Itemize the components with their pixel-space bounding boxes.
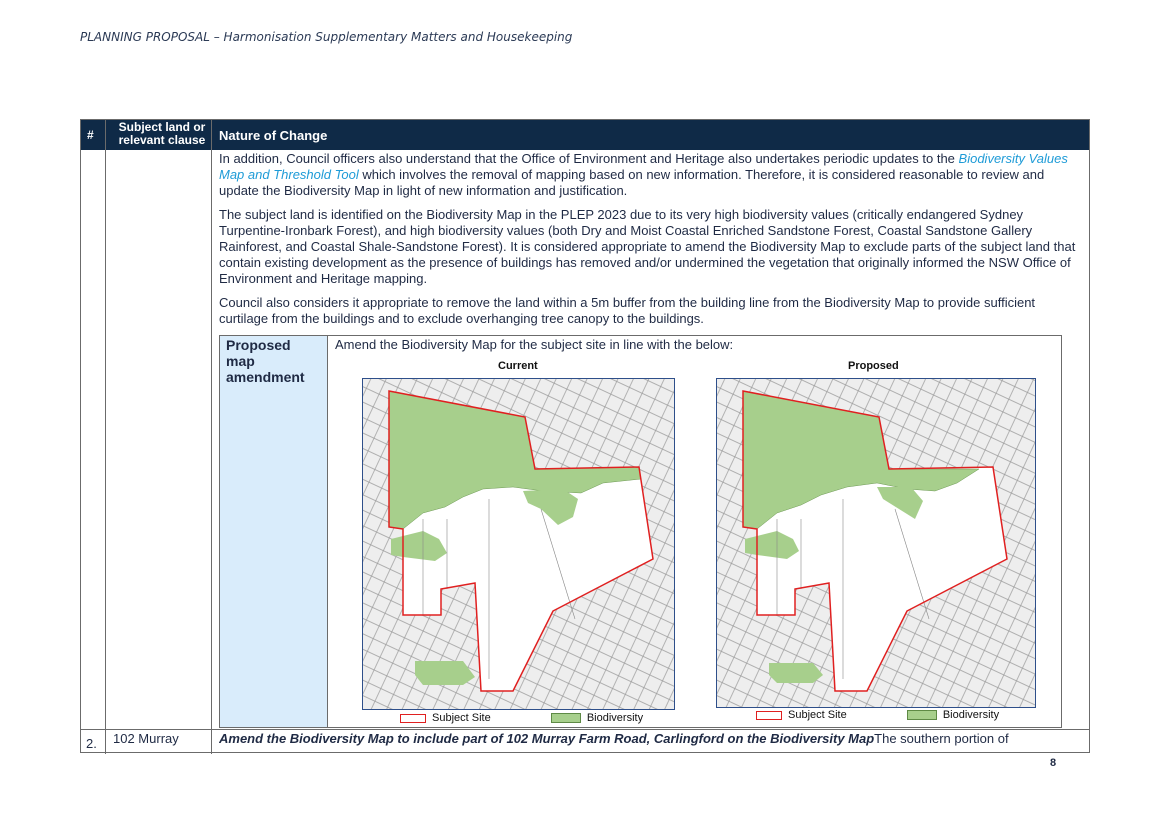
legend-subject-label: Subject Site [788, 709, 847, 721]
row1-paragraph-3: Council also considers it appropriate to remove the land within a 5m buffer from the building line from the Biodiversity Map to provide sufficient curtilage from the buildings and to exclude overhanging tree canopy to the buildings. [219, 295, 1036, 326]
header-subject: Subject land or relevant clause [118, 120, 206, 147]
biodiversity-swatch [907, 710, 937, 720]
map-proposed [716, 378, 1036, 708]
row2-nature: Amend the Biodiversity Map to include part of 102 Murray Farm Road, Carlingford on the Biodiversity MapThe southern portion of [219, 731, 1009, 746]
map-current [362, 378, 675, 710]
amendment-label: Proposed map amendment [220, 336, 328, 727]
row2-number: 2. [86, 736, 97, 751]
running-header: PLANNING PROPOSAL – Harmonisation Supplementary Matters and Housekeeping [80, 30, 573, 44]
biodiversity-swatch [551, 713, 581, 723]
subject-site-swatch [756, 711, 782, 720]
row2-subject: 102 Murray [113, 731, 179, 746]
page-number: 8 [1050, 757, 1057, 769]
legend-subject-label: Subject Site [432, 712, 491, 724]
header-nature: Nature of Change [219, 128, 328, 143]
table-header [81, 120, 1089, 150]
amendment-text: Amend the Biodiversity Map for the subject site in line with the below: [335, 337, 734, 352]
biodiversity-values-link[interactable]: Biodiversity Values Map and Threshold Tool [219, 151, 1068, 182]
map-title-proposed: Proposed [848, 360, 899, 372]
row1-paragraph-2: The subject land is identified on the Biodiversity Map in the PLEP 2023 due to its very high biodiversity values (critically endangered Sydney Turpentine-Ironbark Forest), and high biodiversity values (both Dry and Moist Coastal Enriched Sandstone Forest, Coastal Sandstone Gallery Rainforest, and Coastal Shale-Sandstone Forest). It is considered appropriate to amend the Biodiversity Map to exclude parts of the subject land that contain existing development as the presence of buildings has removed and/or undermined the vegetation that originally informed the NSW Office of Environment and Heritage mapping. [219, 207, 1076, 286]
legend-bio-label: Biodiversity [942, 709, 1000, 721]
proposed-map-amendment [219, 335, 1062, 728]
legend-current [400, 712, 643, 724]
changes-table [80, 119, 1090, 753]
col-divider [105, 120, 106, 754]
subject-site-swatch [400, 714, 426, 723]
header-num: # [87, 128, 94, 142]
map-title-current: Current [498, 360, 538, 372]
legend-bio-label: Biodiversity [586, 712, 644, 724]
col-divider [211, 120, 212, 754]
row1-paragraph-1: In addition, Council officers also understand that the Office of Environment and Heritage also undertakes periodic updates to the Biodiversity Values Map and Threshold Tool which involves the removal of mapping based on new information. Therefore, it is considered reasonable to review and update the Biodiversity Map in light of new information and justification. [219, 151, 1068, 198]
legend-proposed [756, 709, 999, 721]
row-divider [81, 729, 1089, 730]
